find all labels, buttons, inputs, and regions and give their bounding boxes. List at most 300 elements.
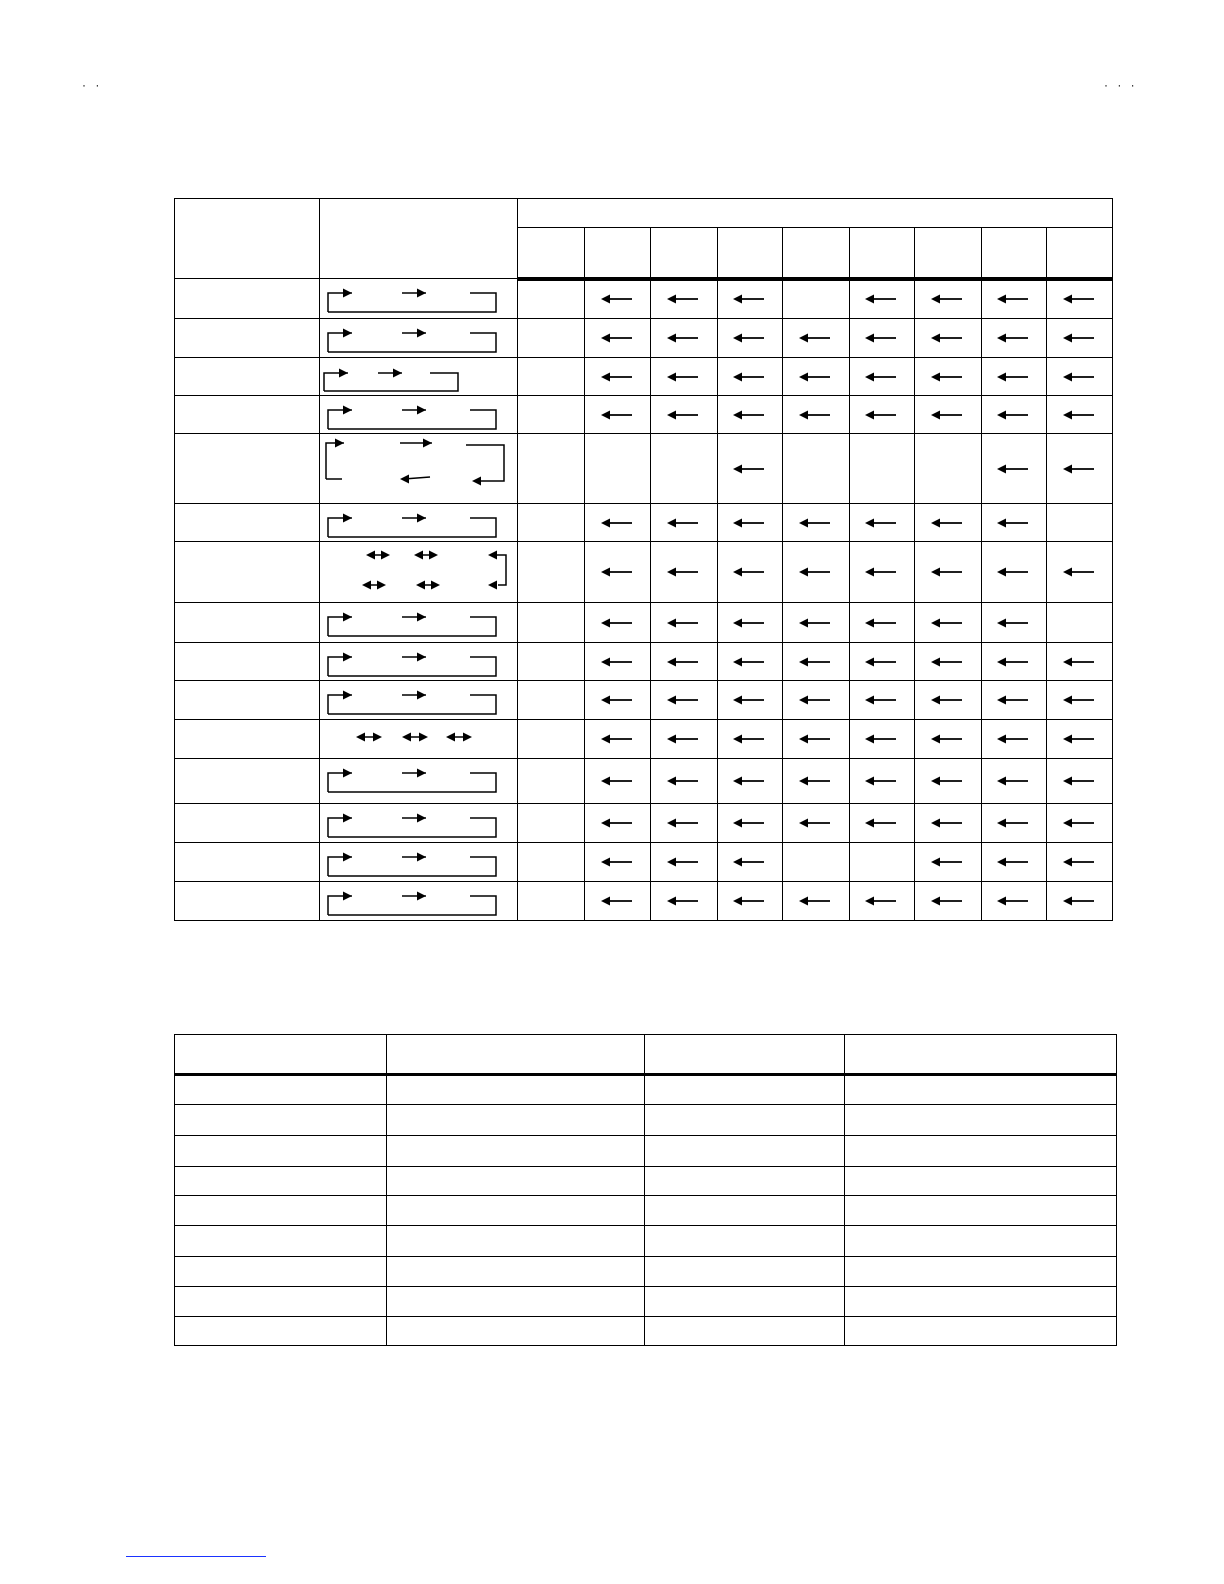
mark-cell	[585, 358, 651, 396]
left-arrow-icon	[733, 371, 767, 383]
left-arrow-icon	[865, 332, 899, 344]
right-arrow-head-icon	[419, 732, 428, 741]
row-label-cell	[175, 504, 320, 542]
table-row	[175, 1257, 1117, 1287]
left-arrow-icon	[997, 517, 1031, 529]
mark-cell	[585, 720, 651, 759]
row-label-cell	[175, 319, 320, 358]
mark-cell	[1047, 504, 1113, 542]
left-arrow-icon	[601, 566, 635, 578]
left-arrow-head-icon	[402, 732, 411, 741]
right-arrow-head-icon	[463, 732, 472, 741]
table-cell	[845, 1167, 1117, 1196]
table-row	[175, 1136, 1117, 1167]
table-cell	[645, 1257, 845, 1287]
mark-cell	[651, 804, 718, 843]
left-arrow-icon	[997, 817, 1031, 829]
sequence-diagram-icon	[320, 644, 516, 680]
table-cell	[845, 1257, 1117, 1287]
mark-cell	[850, 603, 915, 643]
header-cell	[320, 199, 518, 279]
mark-cell	[518, 843, 585, 882]
table-cell	[387, 1075, 645, 1105]
mark-cell	[718, 843, 783, 882]
table-cell	[645, 1196, 845, 1226]
mark-cell	[651, 396, 718, 434]
mark-cell	[651, 882, 718, 921]
mark-cell	[651, 603, 718, 643]
left-arrow-icon	[1063, 566, 1097, 578]
sequence-cell	[320, 358, 518, 396]
left-arrow-icon	[799, 517, 833, 529]
mark-cell	[850, 504, 915, 542]
left-arrow-icon	[997, 775, 1031, 787]
mark-cell	[651, 681, 718, 720]
sequence-cell	[320, 681, 518, 720]
mark-cell	[783, 603, 850, 643]
mark-cell	[850, 542, 915, 603]
mark-cell	[585, 804, 651, 843]
mark-cell	[585, 681, 651, 720]
left-arrow-icon	[733, 895, 767, 907]
table-cell	[387, 1226, 645, 1257]
left-arrow-icon	[931, 517, 965, 529]
left-arrow-icon	[997, 617, 1031, 629]
left-arrow-icon	[733, 517, 767, 529]
table-cell	[845, 1105, 1117, 1136]
row-label-cell	[175, 843, 320, 882]
mark-cell	[651, 434, 718, 504]
mark-cell	[982, 804, 1047, 843]
left-arrow-icon	[667, 332, 701, 344]
right-arrow-head-icon	[417, 852, 426, 861]
left-arrow-icon	[1063, 895, 1097, 907]
mark-cell	[518, 358, 585, 396]
mark-cell	[718, 319, 783, 358]
left-arrow-icon	[997, 656, 1031, 668]
sequence-diagram-icon	[320, 435, 516, 503]
right-arrow-head-icon	[343, 891, 352, 900]
table-row	[175, 759, 1113, 804]
left-arrow-icon	[1063, 656, 1097, 668]
right-arrow-head-icon	[343, 328, 352, 337]
mark-cell	[850, 681, 915, 720]
header-cell	[175, 199, 320, 279]
left-arrow-icon	[601, 694, 635, 706]
footer-link-underline[interactable]	[126, 1556, 266, 1557]
row-label-cell	[175, 396, 320, 434]
row-label-cell	[175, 681, 320, 720]
left-arrow-icon	[733, 733, 767, 745]
mark-cell	[915, 603, 982, 643]
table-cell	[645, 1105, 845, 1136]
left-arrow-head-icon	[472, 476, 481, 485]
left-arrow-head-icon	[400, 474, 409, 483]
subheader-cell	[718, 228, 783, 279]
table-cell	[175, 1287, 387, 1317]
mark-cell	[783, 843, 850, 882]
left-arrow-icon	[799, 617, 833, 629]
sequence-diagram-icon	[320, 397, 516, 433]
sequence-cell	[320, 542, 518, 603]
table-cell	[387, 1257, 645, 1287]
left-arrow-icon	[601, 517, 635, 529]
sequence-diagram-icon	[320, 543, 516, 602]
subheader-cell	[783, 228, 850, 279]
mark-cell	[850, 396, 915, 434]
table-cell	[845, 1287, 1117, 1317]
left-arrow-icon	[931, 566, 965, 578]
left-arrow-icon	[865, 733, 899, 745]
sequence-cell	[320, 319, 518, 358]
right-arrow-head-icon	[393, 368, 402, 377]
mark-cell	[518, 804, 585, 843]
table-cell	[845, 1075, 1117, 1105]
mark-cell	[1047, 319, 1113, 358]
mark-cell	[915, 643, 982, 681]
right-arrow-head-icon	[343, 288, 352, 297]
mark-cell	[718, 804, 783, 843]
right-arrow-head-icon	[343, 690, 352, 699]
mark-cell	[783, 396, 850, 434]
table-row	[175, 1287, 1117, 1317]
mark-cell	[982, 843, 1047, 882]
subheader-cell	[585, 228, 651, 279]
row-label-cell	[175, 279, 320, 319]
left-arrow-icon	[865, 566, 899, 578]
sequence-cell	[320, 882, 518, 921]
mark-cell	[783, 804, 850, 843]
mark-cell	[518, 319, 585, 358]
table-row	[175, 1105, 1117, 1136]
mark-cell	[850, 843, 915, 882]
header-cell	[387, 1035, 645, 1075]
left-arrow-icon	[865, 817, 899, 829]
mark-cell	[850, 279, 915, 319]
mark-cell	[518, 279, 585, 319]
right-arrow-head-icon	[417, 288, 426, 297]
left-arrow-icon	[733, 775, 767, 787]
left-arrow-icon	[799, 895, 833, 907]
left-arrow-icon	[865, 293, 899, 305]
mark-cell	[1047, 434, 1113, 504]
table-cell	[175, 1196, 387, 1226]
left-arrow-icon	[997, 293, 1031, 305]
mark-cell	[518, 882, 585, 921]
mark-cell	[585, 542, 651, 603]
sequence-diagram-icon	[320, 721, 516, 758]
mark-cell	[585, 882, 651, 921]
table-row	[175, 720, 1113, 759]
left-arrow-icon	[931, 733, 965, 745]
sequence-cell	[320, 279, 518, 319]
sequence-diagram-icon	[320, 844, 516, 881]
left-arrow-icon	[997, 856, 1031, 868]
sequence-cell	[320, 804, 518, 843]
table-cell	[175, 1317, 387, 1346]
table-cell	[387, 1317, 645, 1346]
left-arrow-head-icon	[488, 550, 497, 559]
table-row	[175, 1317, 1117, 1346]
left-arrow-icon	[997, 332, 1031, 344]
mark-cell	[1047, 681, 1113, 720]
mark-cell	[718, 759, 783, 804]
mark-cell	[651, 358, 718, 396]
mark-cell	[982, 319, 1047, 358]
table-row	[175, 319, 1113, 358]
table-cell	[845, 1136, 1117, 1167]
left-arrow-icon	[931, 775, 965, 787]
left-arrow-icon	[799, 566, 833, 578]
right-arrow-head-icon	[417, 768, 426, 777]
right-arrow-head-icon	[417, 652, 426, 661]
mark-cell	[850, 319, 915, 358]
mark-cell	[651, 319, 718, 358]
sequence-diagram-icon	[320, 760, 516, 803]
left-arrow-icon	[799, 694, 833, 706]
mark-cell	[915, 720, 982, 759]
mark-cell	[850, 720, 915, 759]
left-arrow-icon	[1063, 817, 1097, 829]
left-arrow-icon	[931, 332, 965, 344]
table-cell	[645, 1075, 845, 1105]
table-cell	[645, 1317, 845, 1346]
mark-cell	[982, 542, 1047, 603]
table-cell	[845, 1196, 1117, 1226]
left-arrow-icon	[997, 694, 1031, 706]
left-arrow-icon	[997, 895, 1031, 907]
left-arrow-icon	[601, 617, 635, 629]
mark-cell	[783, 720, 850, 759]
mark-cell	[982, 643, 1047, 681]
subheader-cell	[651, 228, 718, 279]
mark-cell	[915, 804, 982, 843]
mark-cell	[850, 643, 915, 681]
mark-cell	[982, 504, 1047, 542]
mark-cell	[518, 720, 585, 759]
mark-cell	[1047, 643, 1113, 681]
left-arrow-icon	[799, 817, 833, 829]
mark-cell	[718, 542, 783, 603]
sequence-cell	[320, 504, 518, 542]
mark-cell	[850, 358, 915, 396]
mark-cell	[1047, 720, 1113, 759]
left-arrow-icon	[733, 856, 767, 868]
mark-cell	[982, 759, 1047, 804]
left-arrow-icon	[931, 371, 965, 383]
mark-cell	[518, 542, 585, 603]
sequence-cell	[320, 720, 518, 759]
table-cell	[645, 1287, 845, 1317]
right-arrow-head-icon	[377, 580, 386, 589]
left-arrow-icon	[865, 517, 899, 529]
left-arrow-icon	[667, 733, 701, 745]
left-arrow-icon	[667, 694, 701, 706]
left-arrow-icon	[931, 856, 965, 868]
table-cell	[645, 1167, 845, 1196]
table-cell	[645, 1136, 845, 1167]
left-arrow-icon	[601, 371, 635, 383]
row-label-cell	[175, 882, 320, 921]
right-arrow-head-icon	[417, 813, 426, 822]
sequence-cell	[320, 434, 518, 504]
right-arrow-head-icon	[339, 368, 348, 377]
left-arrow-icon	[997, 463, 1031, 475]
mark-cell	[651, 759, 718, 804]
right-arrow-head-icon	[417, 612, 426, 621]
table-cell	[175, 1226, 387, 1257]
left-arrow-icon	[931, 617, 965, 629]
left-arrow-head-icon	[362, 580, 371, 589]
left-arrow-icon	[799, 332, 833, 344]
left-arrow-icon	[667, 817, 701, 829]
left-arrow-icon	[667, 656, 701, 668]
row-label-cell	[175, 542, 320, 603]
left-arrow-icon	[733, 617, 767, 629]
header-cell	[845, 1035, 1117, 1075]
left-arrow-icon	[931, 694, 965, 706]
row-label-cell	[175, 759, 320, 804]
left-arrow-icon	[1063, 856, 1097, 868]
right-arrow-head-icon	[343, 513, 352, 522]
mark-cell	[915, 319, 982, 358]
mark-cell	[651, 279, 718, 319]
mark-cell	[783, 882, 850, 921]
mark-cell	[518, 759, 585, 804]
mark-cell	[585, 319, 651, 358]
left-arrow-icon	[667, 566, 701, 578]
table-cell	[845, 1317, 1117, 1346]
left-arrow-icon	[1063, 371, 1097, 383]
table-cell	[175, 1105, 387, 1136]
mark-cell	[915, 759, 982, 804]
left-arrow-icon	[667, 371, 701, 383]
sequence-diagram-icon	[320, 805, 516, 842]
table-row	[175, 358, 1113, 396]
right-arrow-head-icon	[417, 405, 426, 414]
subheader-cell	[1047, 228, 1113, 279]
sequence-cell	[320, 843, 518, 882]
left-arrow-icon	[799, 656, 833, 668]
left-arrow-icon	[667, 517, 701, 529]
left-arrow-icon	[601, 656, 635, 668]
left-arrow-icon	[865, 656, 899, 668]
left-arrow-icon	[601, 409, 635, 421]
left-arrow-head-icon	[416, 580, 425, 589]
left-arrow-icon	[667, 895, 701, 907]
sequence-diagram-icon	[320, 320, 516, 357]
sequence-diagram-icon	[320, 883, 516, 920]
left-arrow-icon	[865, 694, 899, 706]
table-row	[175, 1226, 1117, 1257]
mark-cell	[1047, 358, 1113, 396]
right-arrow-head-icon	[417, 891, 426, 900]
mark-cell	[783, 542, 850, 603]
mark-cell	[1047, 843, 1113, 882]
mark-cell	[982, 882, 1047, 921]
header-cell	[645, 1035, 845, 1075]
mark-cell	[518, 434, 585, 504]
mark-cell	[518, 643, 585, 681]
header-cell	[175, 1035, 387, 1075]
row-label-cell	[175, 720, 320, 759]
mark-cell	[850, 804, 915, 843]
left-arrow-icon	[931, 817, 965, 829]
mark-cell	[982, 720, 1047, 759]
table-cell	[175, 1075, 387, 1105]
sequence-diagram-icon	[320, 280, 516, 318]
mark-cell	[915, 504, 982, 542]
mark-cell	[718, 279, 783, 319]
left-arrow-icon	[865, 409, 899, 421]
right-arrow-head-icon	[343, 652, 352, 661]
mark-cell	[915, 843, 982, 882]
left-arrow-icon	[865, 895, 899, 907]
mark-cell	[783, 643, 850, 681]
mark-cell	[850, 882, 915, 921]
right-arrow-head-icon	[343, 612, 352, 621]
left-arrow-icon	[1063, 733, 1097, 745]
left-arrow-icon	[799, 371, 833, 383]
mark-cell	[1047, 804, 1113, 843]
mark-cell	[718, 720, 783, 759]
mark-cell	[1047, 603, 1113, 643]
mark-cell	[651, 542, 718, 603]
row-label-cell	[175, 434, 320, 504]
row-label-cell	[175, 358, 320, 396]
mark-cell	[915, 396, 982, 434]
row-label-cell	[175, 603, 320, 643]
mark-cell	[915, 681, 982, 720]
left-arrow-icon	[733, 694, 767, 706]
subheader-cell	[850, 228, 915, 279]
mark-cell	[982, 396, 1047, 434]
left-arrow-icon	[733, 293, 767, 305]
left-arrow-head-icon	[356, 732, 365, 741]
left-arrow-icon	[733, 409, 767, 421]
table-cell	[387, 1105, 645, 1136]
subheader-cell	[518, 228, 585, 279]
sequence-diagram-icon	[320, 505, 516, 541]
left-arrow-icon	[931, 656, 965, 668]
table-row	[175, 396, 1113, 434]
left-arrow-icon	[1063, 293, 1097, 305]
mode-sequence-table	[174, 198, 1113, 921]
table-row	[175, 1167, 1117, 1196]
mark-cell	[783, 504, 850, 542]
mark-cell	[585, 759, 651, 804]
mark-cell	[585, 843, 651, 882]
left-arrow-icon	[997, 409, 1031, 421]
table-cell	[387, 1196, 645, 1226]
left-arrow-icon	[865, 617, 899, 629]
left-arrow-head-icon	[414, 550, 423, 559]
right-arrow-head-icon	[417, 513, 426, 522]
table-row	[175, 843, 1113, 882]
left-arrow-icon	[997, 371, 1031, 383]
mark-cell	[1047, 882, 1113, 921]
left-arrow-icon	[931, 409, 965, 421]
right-arrow-head-icon	[429, 550, 438, 559]
left-arrow-icon	[931, 895, 965, 907]
table-row	[175, 643, 1113, 681]
sequence-diagram-icon	[320, 604, 516, 642]
table-row	[175, 279, 1113, 319]
right-arrow-head-icon	[431, 580, 440, 589]
left-arrow-icon	[667, 293, 701, 305]
right-arrow-head-icon	[335, 438, 344, 447]
table-cell	[387, 1136, 645, 1167]
